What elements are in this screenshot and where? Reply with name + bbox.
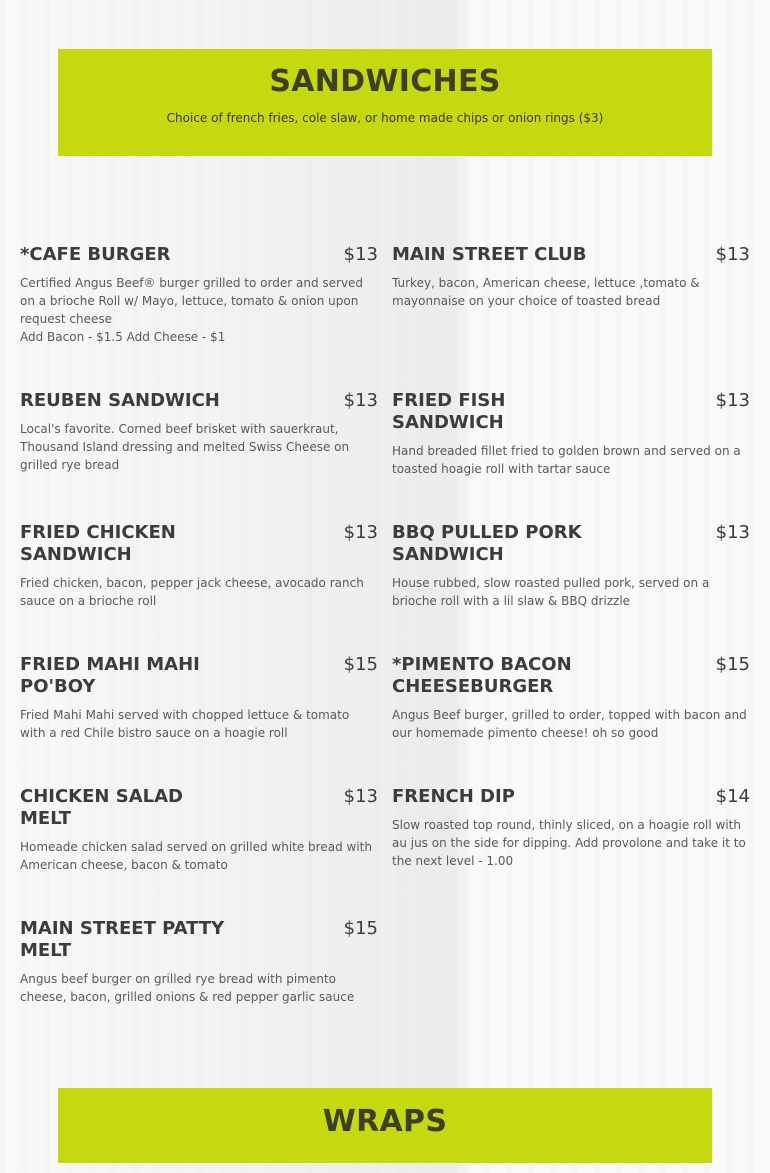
menu-item-chicken-salad-melt	[20, 786, 378, 874]
item-description: Turkey, bacon, American cheese, lettuce ,tomato & mayonnaise on your choice of toasted bread	[392, 276, 700, 308]
item-description: Slow roasted top round, thinly sliced, on a hoagie roll with au jus on the side for dipping. Add provolone and take it to the next level - 1.00	[392, 818, 746, 868]
item-name: FRIED FISH SANDWICH	[392, 390, 506, 433]
item-name: REUBEN SANDWICH	[20, 390, 220, 411]
menu-item-cafe-burger	[20, 244, 378, 346]
item-name: FRIED MAHI MAHI PO'BOY	[20, 654, 200, 697]
item-price: $15	[343, 918, 378, 939]
item-price: $13	[715, 522, 750, 543]
item-name: CHICKEN SALAD MELT	[20, 786, 183, 829]
item-name: MAIN STREET CLUB	[392, 244, 587, 265]
wraps-title: WRAPS	[322, 1104, 448, 1139]
item-description: Certified Angus Beef® burger grilled to order and served on a brioche Roll w/ Mayo, lettuce, tomato & onion upon request cheese	[20, 276, 364, 326]
item-description: Homeade chicken salad served on grilled white bread with American cheese, bacon & tomato	[20, 840, 372, 872]
item-price: $13	[343, 244, 378, 265]
item-description: Angus Beef burger, grilled to order, topped with bacon and our homemade pimento cheese! oh so good	[392, 708, 747, 740]
menu-item-main-street-club	[392, 244, 750, 310]
item-addons: Add Bacon - $1.5 Add Cheese - $1	[20, 330, 226, 344]
menu-item-fried-chicken-sandwich	[20, 522, 378, 610]
item-price: $15	[715, 654, 750, 675]
item-price: $13	[715, 390, 750, 411]
menu-item-fried-fish-sandwich	[392, 390, 750, 478]
menu-item-reuben-sandwich	[20, 390, 378, 474]
item-description: Angus beef burger on grilled rye bread with pimento cheese, bacon, grilled onions & red pepper garlic sauce	[20, 972, 355, 1004]
item-name: FRENCH DIP	[392, 786, 515, 807]
sandwiches-subtitle: Choice of french fries, cole slaw, or home made chips or onion rings ($3)	[166, 111, 604, 125]
item-name: *CAFE BURGER	[20, 244, 171, 265]
item-description: House rubbed, slow roasted pulled pork, served on a brioche roll with a lil slaw & BBQ drizzle	[392, 576, 710, 608]
item-name: FRIED CHICKEN SANDWICH	[20, 522, 176, 565]
item-price: $15	[343, 654, 378, 675]
item-description: Local's favorite. Corned beef brisket with sauerkraut, Thousand Island dressing and melted Swiss Cheese on grilled rye bread	[20, 422, 350, 472]
item-price: $13	[343, 522, 378, 543]
item-description: Fried Mahi Mahi served with chopped lettuce & tomato with a red Chile bistro sauce on a hoagie roll	[20, 708, 350, 740]
wraps-banner	[58, 1088, 712, 1163]
item-name: MAIN STREET PATTY MELT	[20, 918, 225, 961]
item-name: BBQ PULLED PORK SANDWICH	[392, 522, 582, 565]
item-name: *PIMENTO BACON CHEESEBURGER	[392, 654, 572, 697]
item-price: $13	[343, 786, 378, 807]
menu-item-main-street-patty-melt	[20, 918, 378, 1006]
menu-item-french-dip	[392, 786, 750, 870]
item-price: $14	[715, 786, 750, 807]
menu-item-pimento-bacon-cheeseburger	[392, 654, 750, 742]
sandwiches-banner	[58, 49, 712, 156]
menu-item-bbq-pulled-pork-sandwich	[392, 522, 750, 610]
item-price: $13	[715, 244, 750, 265]
sandwiches-title: SANDWICHES	[269, 64, 501, 99]
item-description: Fried chicken, bacon, pepper jack cheese, avocado ranch sauce on a brioche roll	[20, 576, 364, 608]
item-description: Hand breaded fillet fried to golden brown and served on a toasted hoagie roll with tartar sauce	[392, 444, 741, 476]
item-price: $13	[343, 390, 378, 411]
menu-item-fried-mahi-mahi-poboy	[20, 654, 378, 742]
